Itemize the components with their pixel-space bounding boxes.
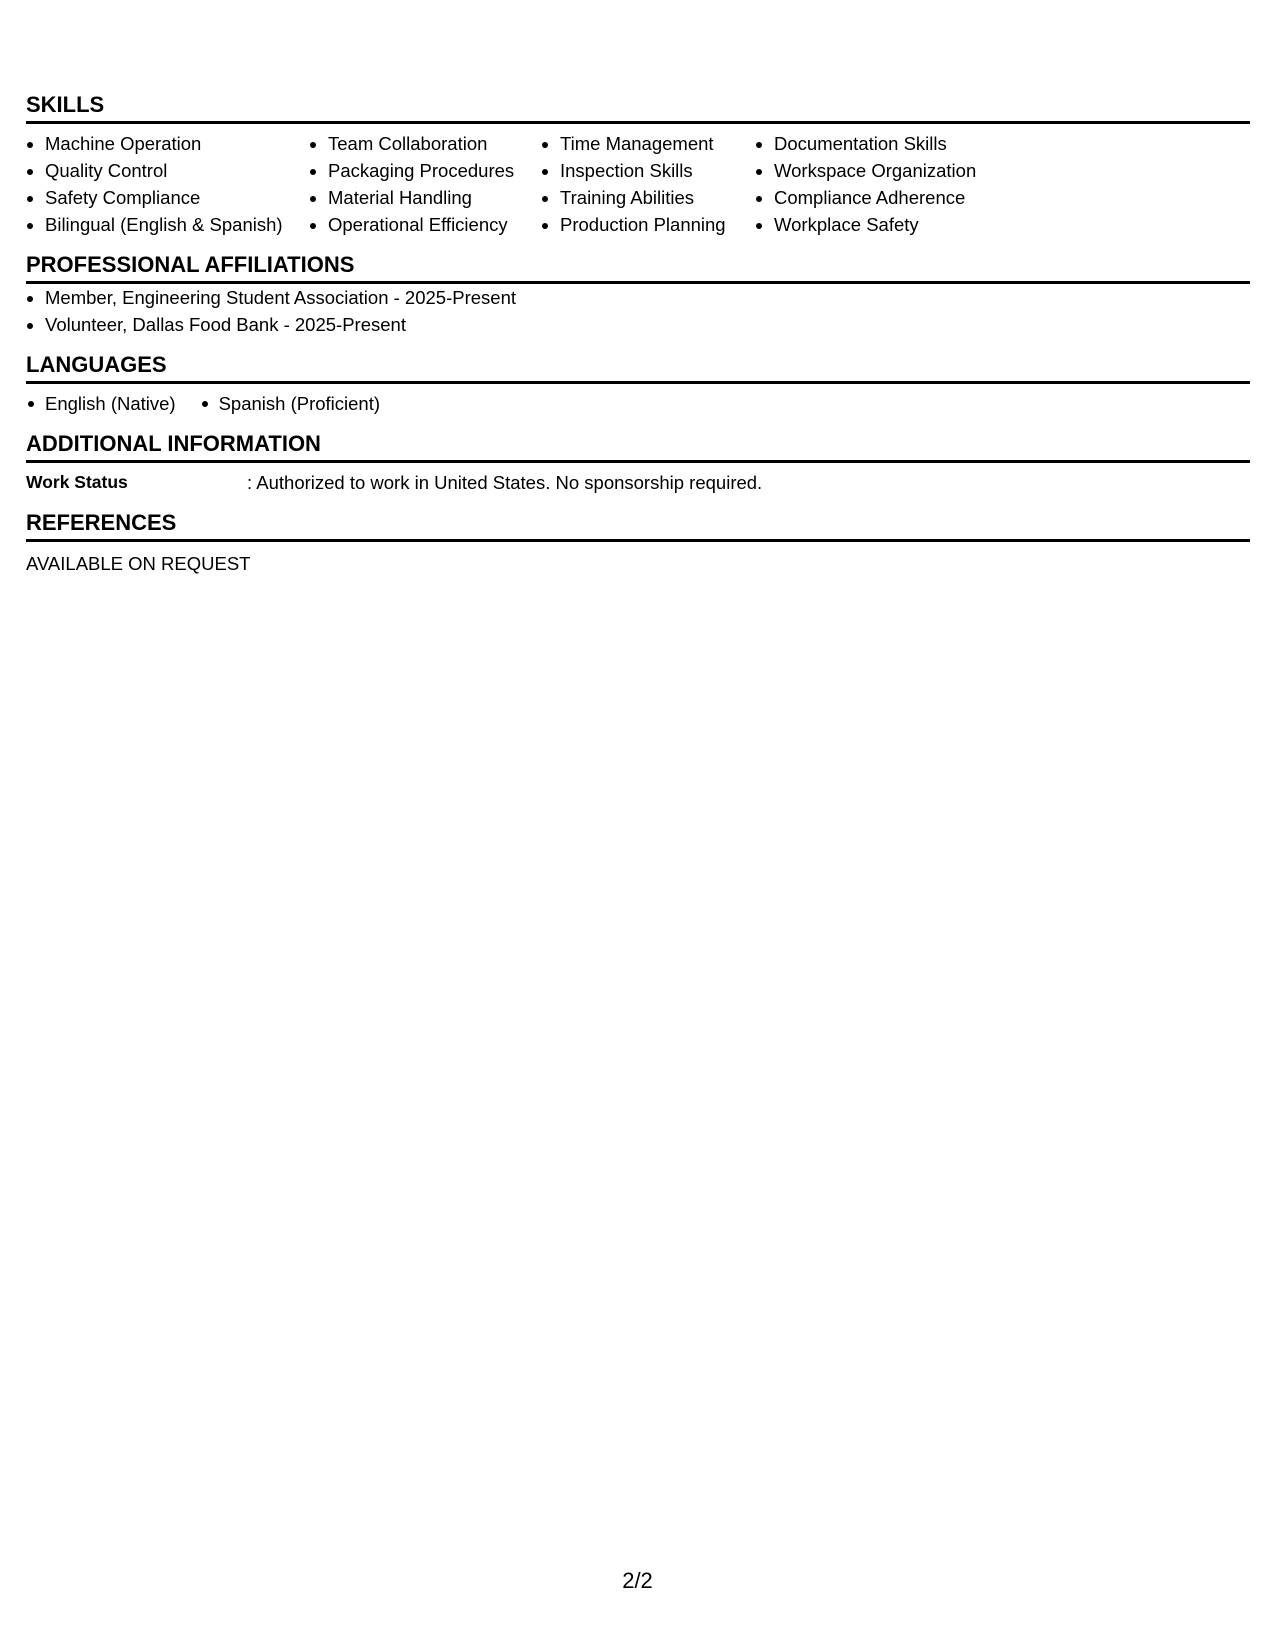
references-heading: REFERENCES — [26, 510, 1250, 542]
skill-item: • Material Handling — [328, 184, 541, 211]
skill-item: • Documentation Skills — [774, 130, 1014, 157]
additional-information-heading: ADDITIONAL INFORMATION — [26, 431, 1250, 463]
skill-item: • Operational Efficiency — [328, 211, 541, 238]
languages-heading: LANGUAGES — [26, 352, 1250, 384]
skill-item: • Compliance Adherence — [774, 184, 1014, 211]
skills-column-1 — [26, 130, 309, 238]
resume-page — [26, 92, 1250, 577]
skills-heading: SKILLS — [26, 92, 1250, 124]
skill-item: • Time Management — [560, 130, 755, 157]
skill-item: • Bilingual (English & Spanish) — [45, 211, 309, 238]
skill-item: • Quality Control — [45, 157, 309, 184]
skills-column-3 — [541, 130, 755, 238]
skills-column-2 — [309, 130, 541, 238]
work-status-row — [26, 469, 1250, 496]
skill-item: • Training Abilities — [560, 184, 755, 211]
skill-item: • Safety Compliance — [45, 184, 309, 211]
affiliations-section — [26, 252, 1250, 338]
references-section — [26, 510, 1250, 577]
work-status-label: Work Status — [26, 472, 128, 492]
affiliation-item: • Volunteer, Dallas Food Bank - 2025-Present — [45, 311, 1250, 338]
languages-section — [26, 352, 1250, 417]
work-status-value: : Authorized to work in United States. No sponsorship required. — [247, 472, 763, 493]
skill-item: • Production Planning — [560, 211, 755, 238]
skill-item: • Workplace Safety — [774, 211, 1014, 238]
skills-section — [26, 92, 1250, 238]
languages-list — [26, 390, 1250, 417]
affiliations-heading: PROFESSIONAL AFFILIATIONS — [26, 252, 1250, 284]
skills-column-4 — [755, 130, 1014, 238]
affiliation-item: • Member, Engineering Student Association - 2025-Present — [45, 284, 1250, 311]
skill-item: • Inspection Skills — [560, 157, 755, 184]
references-text: AVAILABLE ON REQUEST — [26, 553, 251, 574]
skills-grid — [26, 130, 1250, 238]
skill-item: • Team Collaboration — [328, 130, 541, 157]
skill-item: • Workspace Organization — [774, 157, 1014, 184]
affiliations-list — [26, 284, 1250, 338]
page-number: 2/2 — [622, 1568, 653, 1593]
skill-item: • Packaging Procedures — [328, 157, 541, 184]
additional-information-section — [26, 431, 1250, 496]
language-item: English (Native) — [26, 390, 176, 417]
skill-item: • Machine Operation — [45, 130, 309, 157]
language-item: Spanish (Proficient) — [200, 390, 380, 417]
